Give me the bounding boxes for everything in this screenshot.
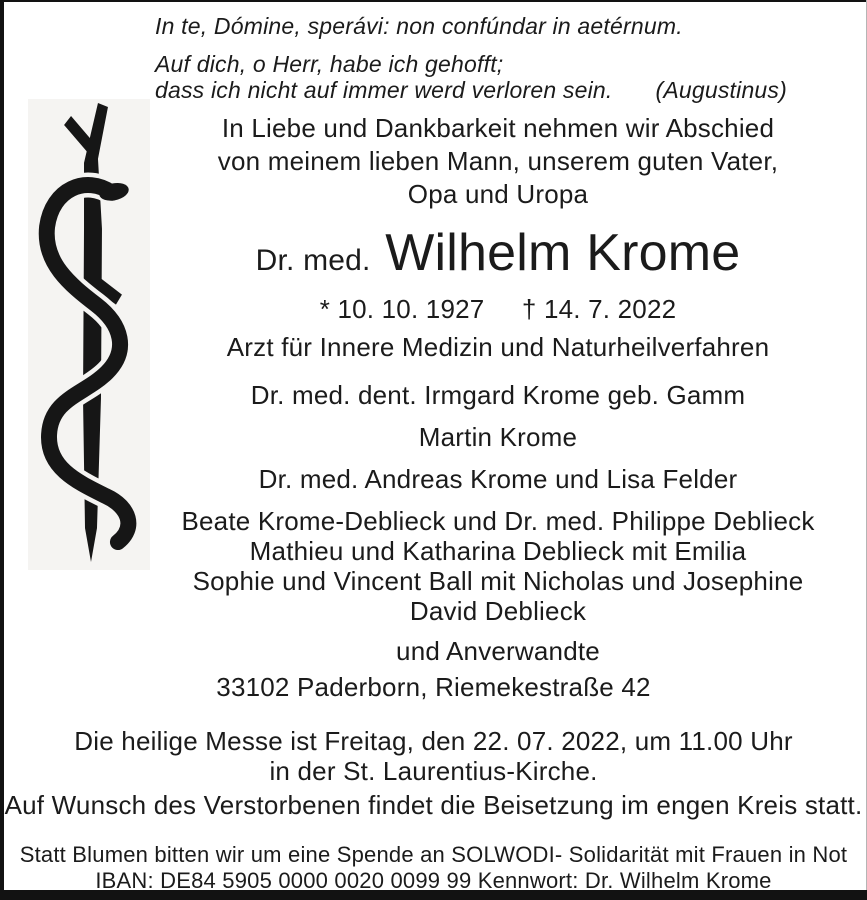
quote-german-line2: dass ich nicht auf immer werd verloren sein.: [155, 77, 613, 103]
frame-border-top: [0, 0, 867, 2]
intro-line-3: Opa und Uropa: [407, 179, 589, 209]
intro-line-2: von meinem lieben Mann, unserem guten Vater,: [217, 146, 779, 176]
service-line-2: in der St. Laurentius-Kirche.: [269, 756, 598, 786]
details-column: [4, 668, 863, 894]
deceased-name: Wilhelm Krome: [385, 224, 741, 282]
service-line-1: Die heilige Messe ist Freitag, den 22. 07. 2022, um 11.00 Uhr: [74, 726, 793, 756]
rod-of-asclepius-icon: [28, 99, 150, 570]
intro-line-1: In Liebe und Dankbarkeit nehmen wir Abschied: [221, 113, 775, 143]
quote-latin-line: In te, Dómine, sperávi: non confúndar in aetérnum.: [155, 13, 683, 39]
mourner-line: Beate Krome-Deblieck und Dr. med. Philippe Deblieck: [181, 506, 815, 536]
mourner-line: Martin Krome: [418, 422, 578, 452]
mourner-line: David Deblieck: [409, 596, 587, 626]
main-text-column: [140, 112, 856, 666]
deceased-title: Dr. med.: [255, 244, 371, 277]
quote-attribution: (Augustinus): [655, 77, 787, 103]
quote-german-line1: Auf dich, o Herr, habe ich gehofft;: [155, 51, 504, 77]
life-dates: [140, 294, 856, 324]
mourner-line: Sophie und Vincent Ball mit Nicholas und Josephine: [192, 566, 804, 596]
mourner-line: Mathieu und Katharina Deblieck mit Emilia: [249, 536, 747, 566]
mourner-line: Dr. med. dent. Irmgard Krome geb. Gamm: [250, 380, 746, 410]
address-line: 33102 Paderborn, Riemekestraße 42: [216, 672, 651, 702]
donation-line-2: IBAN: DE84 5905 0000 0020 0099 99 Kennwort: Dr. Wilhelm Krome: [95, 868, 772, 893]
deceased-name-row: [140, 225, 856, 294]
mourner-line: Dr. med. Andreas Krome und Lisa Felder: [258, 464, 738, 494]
quote-last-row: [155, 77, 787, 103]
donation-line-1: Statt Blumen bitten wir um eine Spende an SOLWODI- Solidarität mit Frauen in Not: [19, 842, 848, 867]
opening-quote: [155, 13, 787, 103]
deceased-profession: Arzt für Innere Medizin und Naturheilverfahren: [226, 332, 770, 362]
death-date: † 14. 7. 2022: [521, 294, 677, 324]
burial-note: Auf Wunsch des Verstorbenen findet die Beisetzung im engen Kreis statt.: [4, 790, 863, 820]
mourners-closing: und Anverwandte: [396, 636, 600, 666]
birth-date: * 10. 10. 1927: [319, 294, 485, 324]
